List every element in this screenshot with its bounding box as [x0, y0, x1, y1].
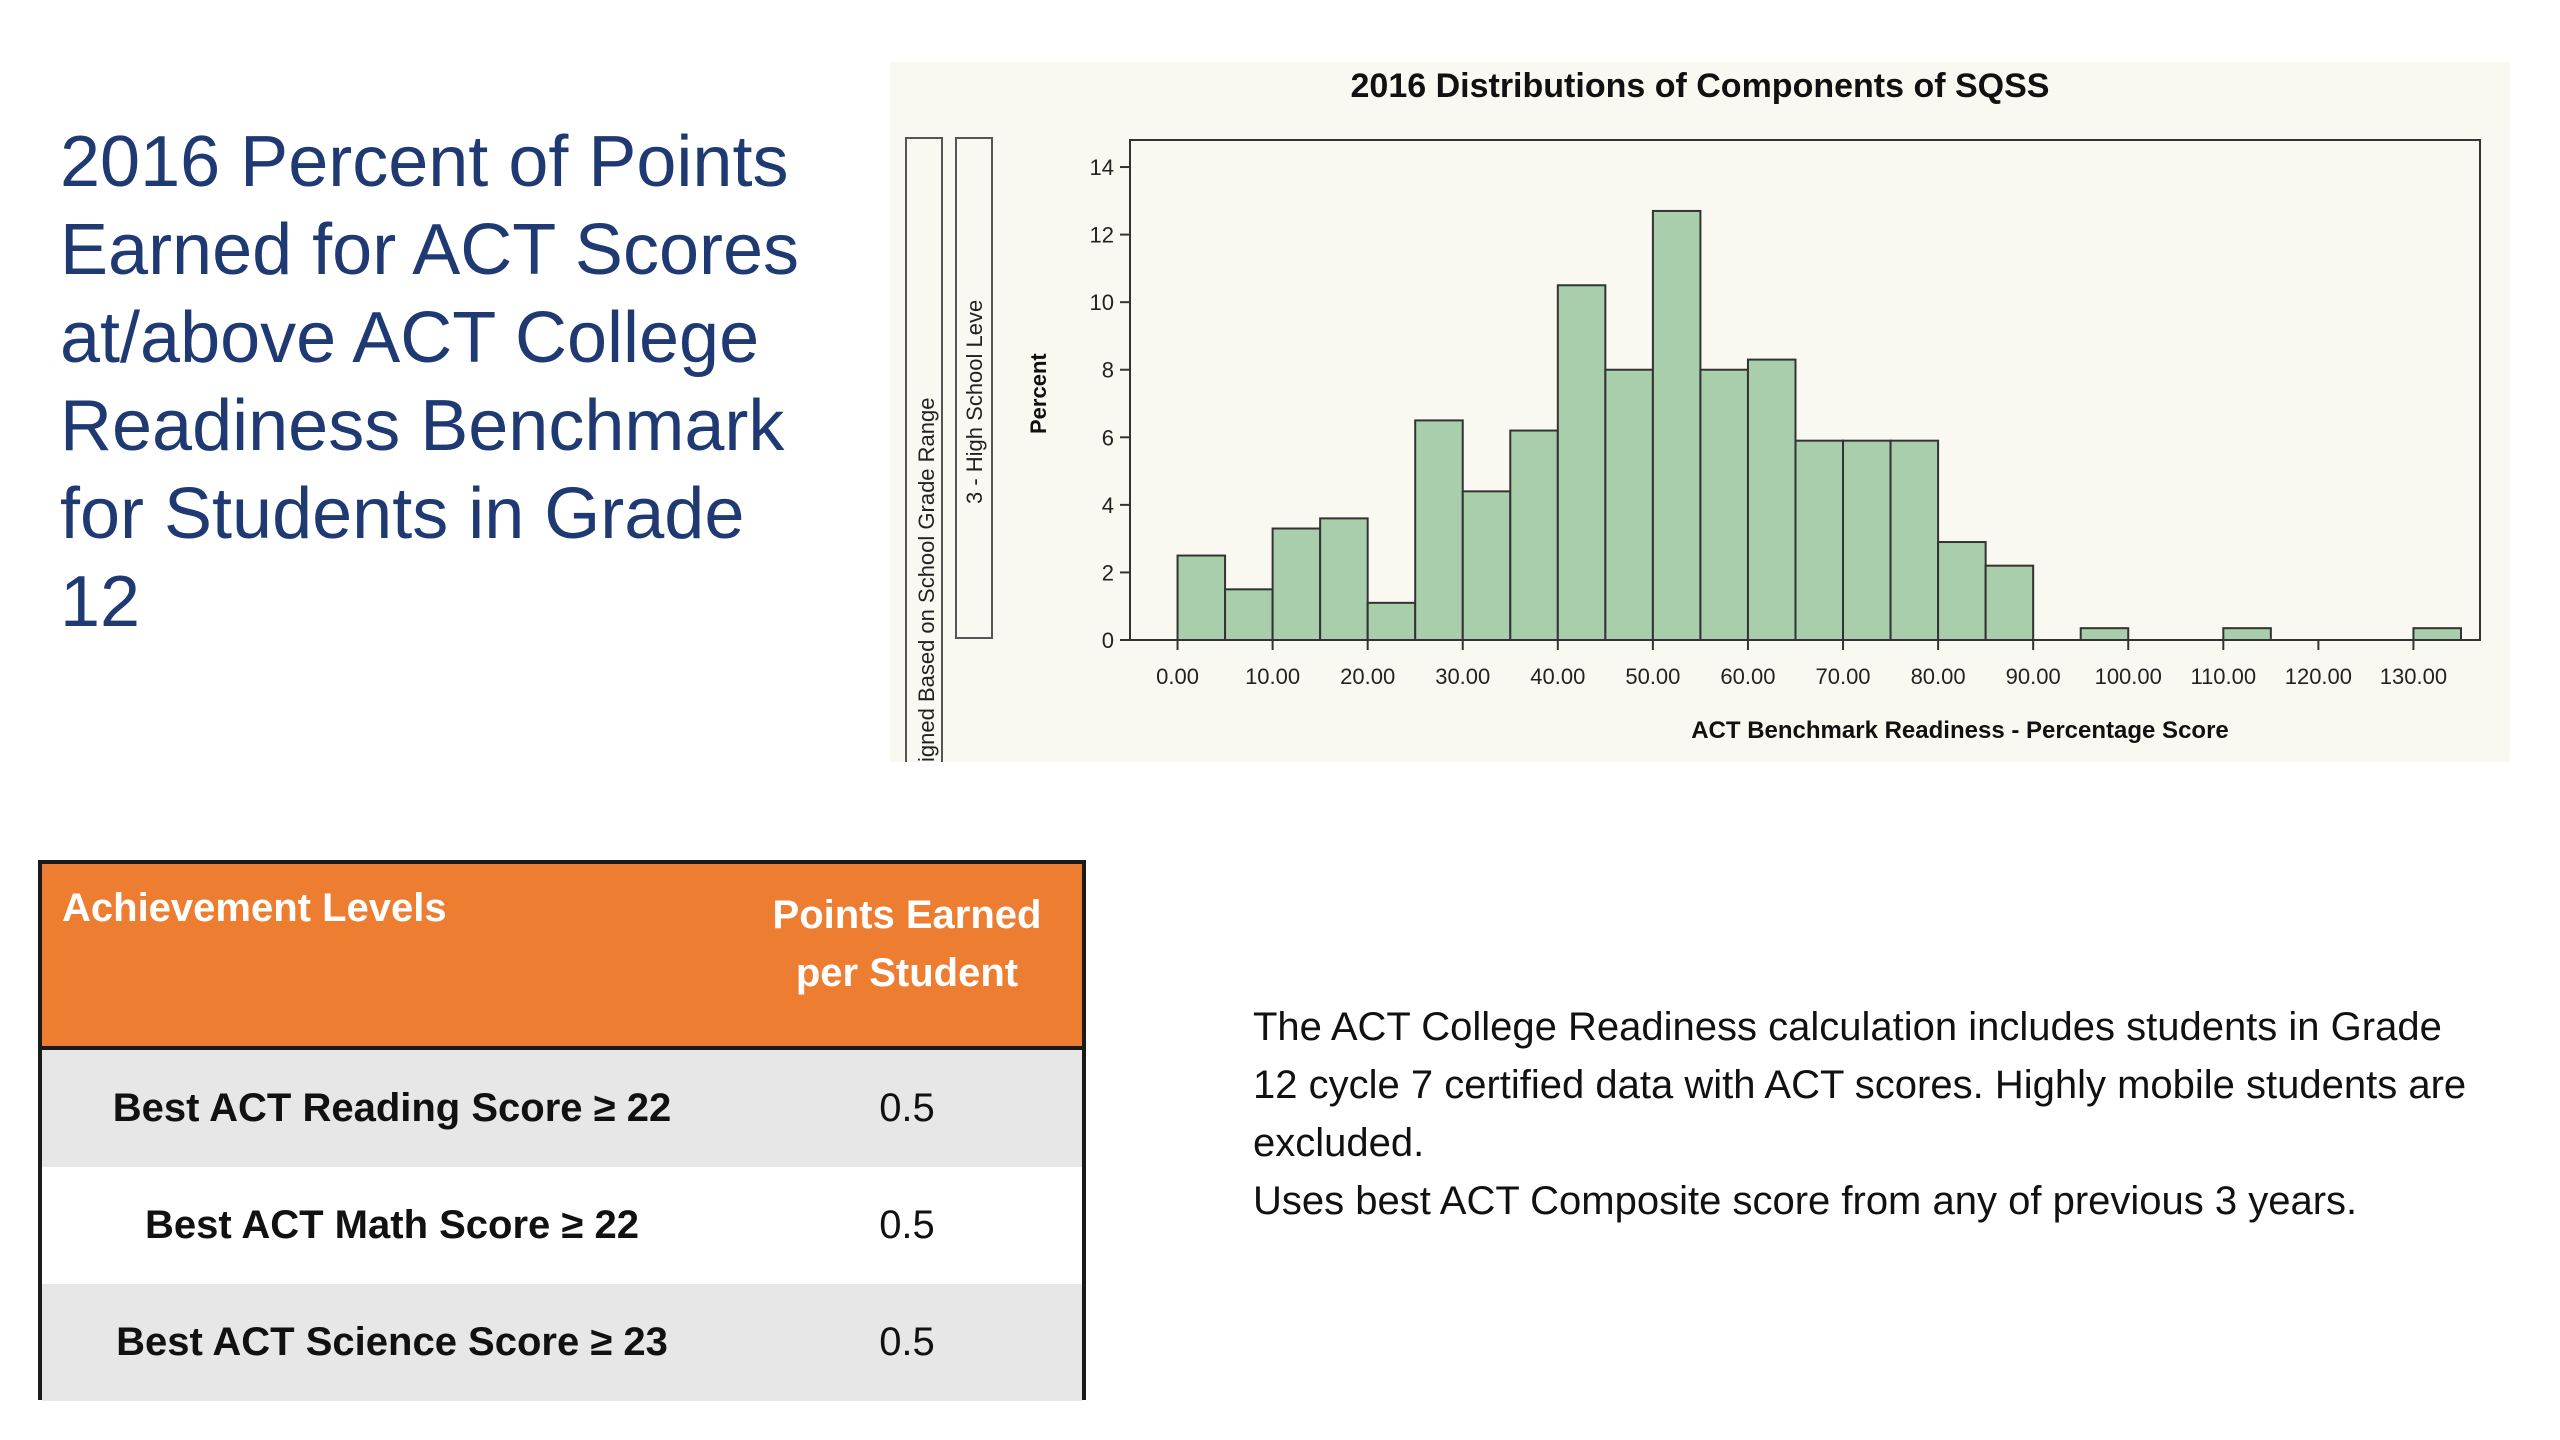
histogram-bar [1653, 211, 1701, 640]
x-tick-label: 30.00 [1435, 664, 1491, 689]
row-level-reading: Best ACT Reading Score ≥ 22 [112, 1086, 672, 1130]
row-points-math: 0.5 [879, 1203, 935, 1247]
histogram-bar [1273, 529, 1321, 640]
histogram-bar [2413, 628, 2461, 640]
note-paragraph-1: The ACT College Readiness calculation includes students in Grade 12 cycle 7 certified data with ACT scores. Highly mobile students are excluded. [1253, 1005, 2467, 1165]
x-axis [1156, 640, 2447, 689]
x-tick-label: 110.00 [2190, 664, 2257, 689]
histogram-bar [1700, 370, 1748, 640]
table-row [42, 1284, 1082, 1401]
histogram-bar [1748, 360, 1796, 640]
x-tick-label: 130.00 [2379, 664, 2448, 689]
explanation-note [1253, 998, 2473, 1230]
histogram-bar [1225, 589, 1273, 640]
y-tick-label: 10 [1089, 290, 1114, 316]
row-level-math: Best ACT Math Score ≥ 22 [145, 1203, 639, 1247]
note-paragraph-2: Uses best ACT Composite score from any of previous 3 years. [1253, 1179, 2358, 1223]
histogram-bar [1368, 603, 1416, 640]
histogram-bar [1178, 556, 1226, 640]
table-header [42, 864, 1082, 1050]
histogram-svg [890, 62, 2510, 762]
histogram-bar [1558, 285, 1606, 640]
row-points-science: 0.5 [879, 1320, 935, 1364]
x-tick-label: 20.00 [1340, 664, 1396, 689]
header-achievement-levels: Achievement Levels [62, 886, 447, 930]
y-tick-label: 4 [1101, 492, 1114, 518]
table-row [42, 1050, 1082, 1167]
x-tick-label: 0.00 [1156, 664, 1199, 689]
panel-label-outer: igned Based on School Grade Range [914, 397, 939, 762]
histogram-bar [2223, 628, 2271, 640]
x-tick-label: 70.00 [1815, 664, 1871, 689]
row-points-reading: 0.5 [879, 1086, 935, 1130]
x-axis-label: ACT Benchmark Readiness - Percentage Score [1691, 717, 2229, 744]
y-tick-label: 2 [1101, 560, 1114, 586]
y-axis [1090, 155, 1130, 653]
y-tick-label: 0 [1101, 628, 1114, 653]
panel-label-inner: 3 - High School Leve [962, 299, 987, 504]
y-tick-label: 8 [1101, 357, 1114, 383]
histogram-bar [1843, 441, 1891, 640]
x-tick-label: 10.00 [1245, 664, 1301, 689]
x-tick-label: 40.00 [1530, 664, 1586, 689]
y-tick-label: 12 [1089, 222, 1114, 248]
histogram-bar [1415, 420, 1463, 640]
achievement-table [38, 860, 1086, 1400]
histogram-chart [890, 62, 2510, 762]
bars [1178, 211, 2461, 640]
x-tick-label: 90.00 [2005, 664, 2061, 689]
x-tick-label: 80.00 [1910, 664, 1966, 689]
row-level-science: Best ACT Science Score ≥ 23 [116, 1320, 668, 1364]
histogram-bar [2081, 628, 2129, 640]
histogram-bar [1891, 441, 1939, 640]
x-tick-label: 120.00 [2284, 664, 2353, 689]
histogram-bar [1986, 566, 2034, 640]
histogram-bar [1938, 542, 1986, 640]
y-tick-label: 6 [1101, 425, 1114, 451]
x-tick-label: 60.00 [1720, 664, 1776, 689]
histogram-bar [1463, 491, 1511, 640]
x-tick-label: 50.00 [1625, 664, 1681, 689]
y-tick-label: 14 [1089, 155, 1114, 181]
histogram-bar [1795, 441, 1843, 640]
table-row [42, 1167, 1082, 1284]
chart-title: 2016 Distributions of Components of SQSS [1350, 67, 2050, 105]
y-axis-label: Percent [1026, 353, 1051, 434]
x-tick-label: 100.00 [2094, 664, 2162, 689]
histogram-bar [1510, 431, 1558, 640]
header-points-earned: Points Earned per Student [772, 893, 1042, 995]
panel-strips [906, 138, 992, 762]
histogram-bar [1605, 370, 1653, 640]
histogram-bar [1320, 518, 1368, 640]
slide-title: 2016 Percent of Points Earned for ACT Scores at/above ACT College Readiness Benchmark for Students in Grade 12 [60, 122, 800, 642]
